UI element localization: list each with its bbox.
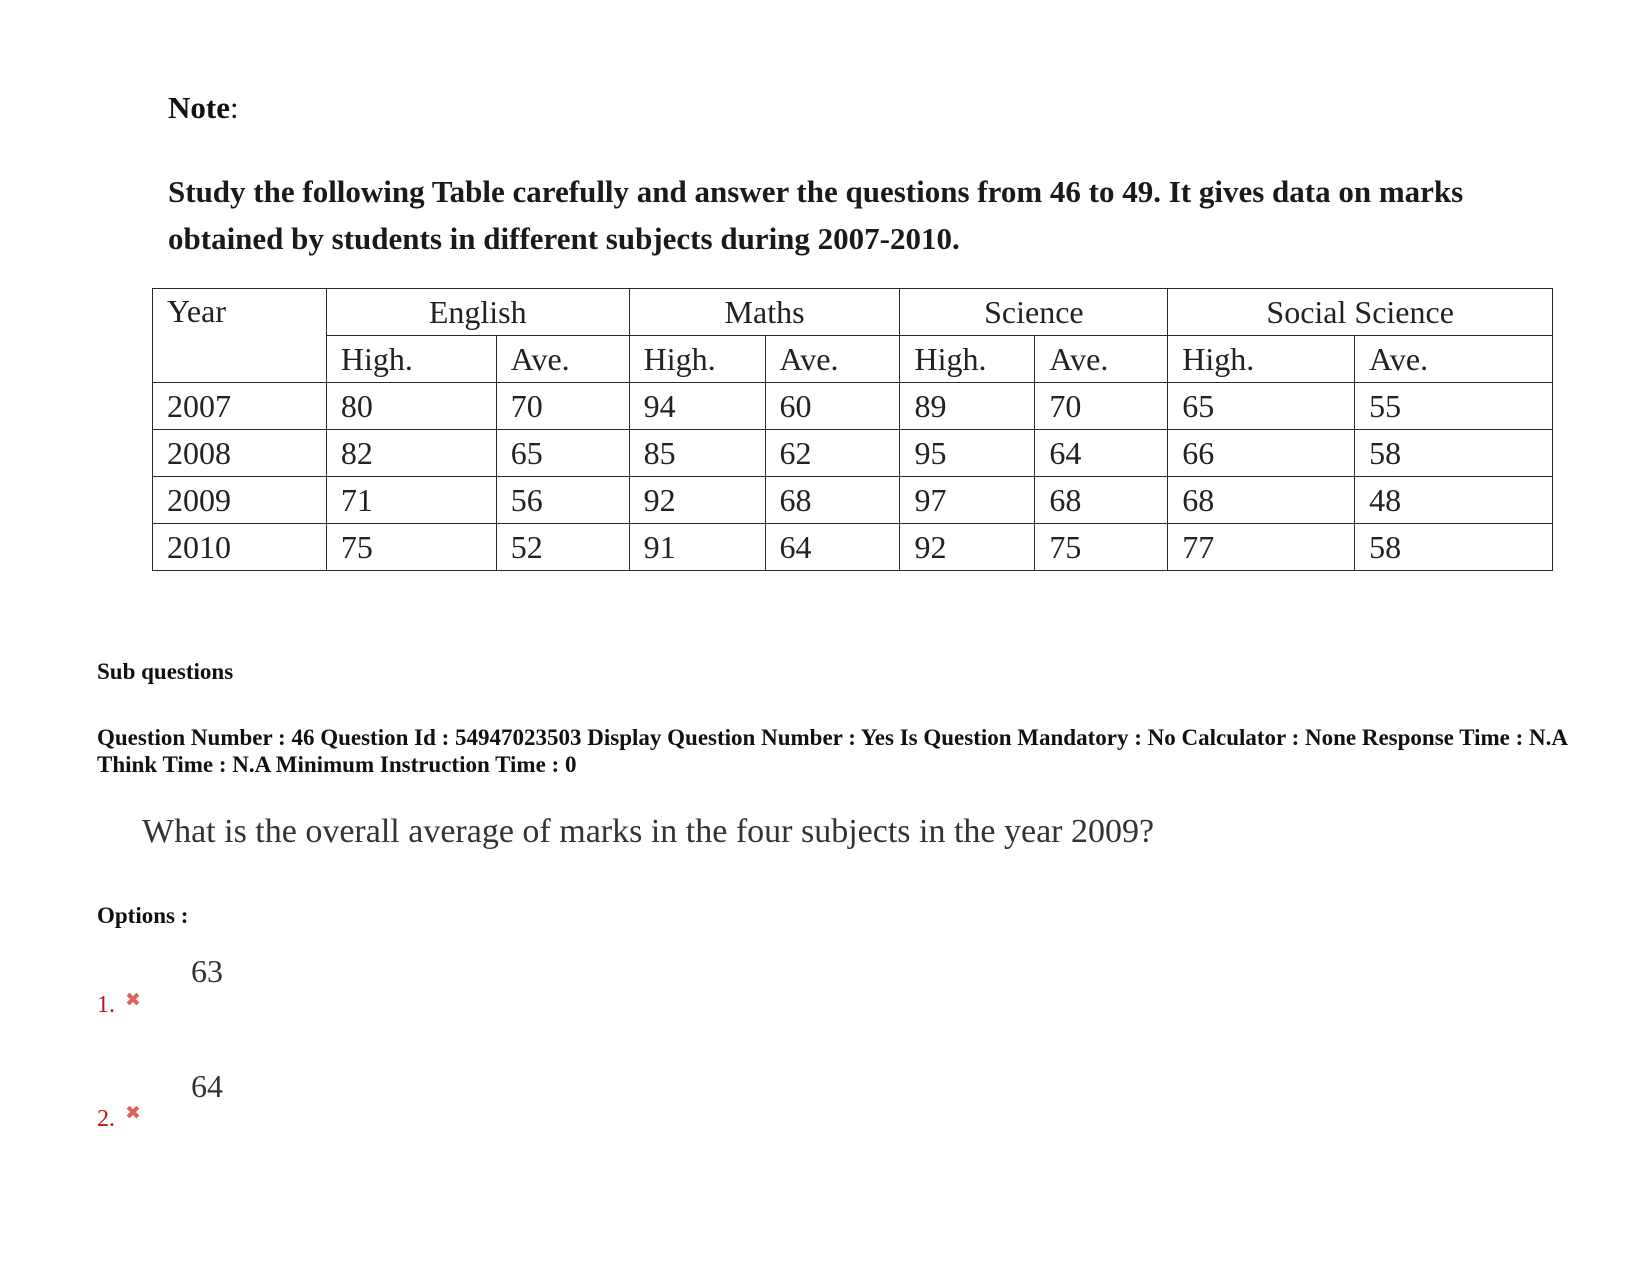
year-cell: 2010 xyxy=(153,524,327,571)
question-text: What is the overall average of marks in the four subjects in the year 2009? xyxy=(142,813,1155,850)
cross-icon: ✖ xyxy=(125,989,141,1011)
table-cell: 94 xyxy=(629,383,765,430)
subject-header-english: English xyxy=(326,289,629,336)
table-cell: 65 xyxy=(496,430,629,477)
table-cell: 70 xyxy=(1035,383,1168,430)
table-row xyxy=(153,524,1553,571)
subheader-cell: Ave. xyxy=(765,336,900,383)
option-value: 64 xyxy=(191,1068,223,1104)
table-cell: 60 xyxy=(765,383,900,430)
table-cell: 48 xyxy=(1355,477,1553,524)
table-cell: 89 xyxy=(900,383,1035,430)
year-cell: 2007 xyxy=(153,383,327,430)
table-cell: 58 xyxy=(1355,430,1553,477)
cross-icon: ✖ xyxy=(125,1102,141,1124)
subject-header-social-science: Social Science xyxy=(1168,289,1553,336)
note-colon: : xyxy=(229,90,239,125)
options-heading: Options : xyxy=(97,903,189,928)
option-number: 2. xyxy=(97,1106,115,1132)
table-row xyxy=(153,430,1553,477)
table-cell: 68 xyxy=(765,477,900,524)
year-cell: 2008 xyxy=(153,430,327,477)
table-cell: 68 xyxy=(1035,477,1168,524)
table-cell: 68 xyxy=(1168,477,1355,524)
table-cell: 91 xyxy=(629,524,765,571)
marks-table xyxy=(152,288,1553,571)
table-cell: 56 xyxy=(496,477,629,524)
subject-header-science: Science xyxy=(900,289,1168,336)
table-cell: 77 xyxy=(1168,524,1355,571)
year-cell: 2009 xyxy=(153,477,327,524)
subheader-cell: High. xyxy=(326,336,496,383)
table-cell: 71 xyxy=(326,477,496,524)
note-heading xyxy=(168,92,239,123)
question-meta: Question Number : 46 Question Id : 54947023503 Display Question Number : Yes Is Question Mandatory : No Calculator : None Response Time : N.A Think Time : N.A Minimum Instruction Time : 0 xyxy=(97,725,1567,777)
note-label-text: Note xyxy=(168,90,230,125)
subheader-cell: Ave. xyxy=(496,336,629,383)
table-cell: 58 xyxy=(1355,524,1553,571)
subheader-cell: High. xyxy=(900,336,1035,383)
table-row xyxy=(153,383,1553,430)
table-cell: 64 xyxy=(765,524,900,571)
table-cell: 85 xyxy=(629,430,765,477)
table-cell: 55 xyxy=(1355,383,1553,430)
table-cell: 70 xyxy=(496,383,629,430)
subheader-cell: High. xyxy=(629,336,765,383)
sub-questions-heading: Sub questions xyxy=(97,659,234,684)
option-number: 1. xyxy=(97,992,115,1018)
subheader-cell: Ave. xyxy=(1035,336,1168,383)
subheader-cell: Ave. xyxy=(1355,336,1553,383)
table-cell: 95 xyxy=(900,430,1035,477)
table-subheader-row xyxy=(153,336,1553,383)
option-value: 63 xyxy=(191,953,223,989)
table-cell: 92 xyxy=(900,524,1035,571)
table-cell: 75 xyxy=(326,524,496,571)
table-row xyxy=(153,477,1553,524)
subheader-cell: High. xyxy=(1168,336,1355,383)
table-instruction: Study the following Table carefully and answer the questions from 46 to 49. It gives data on marks obtained by students in different subjects during 2007-2010. xyxy=(168,174,1464,256)
table-cell: 97 xyxy=(900,477,1035,524)
year-header: Year xyxy=(153,289,327,383)
table-header-row xyxy=(153,289,1553,336)
table-cell: 92 xyxy=(629,477,765,524)
table-cell: 75 xyxy=(1035,524,1168,571)
table-cell: 66 xyxy=(1168,430,1355,477)
table-cell: 80 xyxy=(326,383,496,430)
subject-header-maths: Maths xyxy=(629,289,900,336)
table-cell: 64 xyxy=(1035,430,1168,477)
table-cell: 62 xyxy=(765,430,900,477)
table-cell: 82 xyxy=(326,430,496,477)
table-cell: 52 xyxy=(496,524,629,571)
table-cell: 65 xyxy=(1168,383,1355,430)
